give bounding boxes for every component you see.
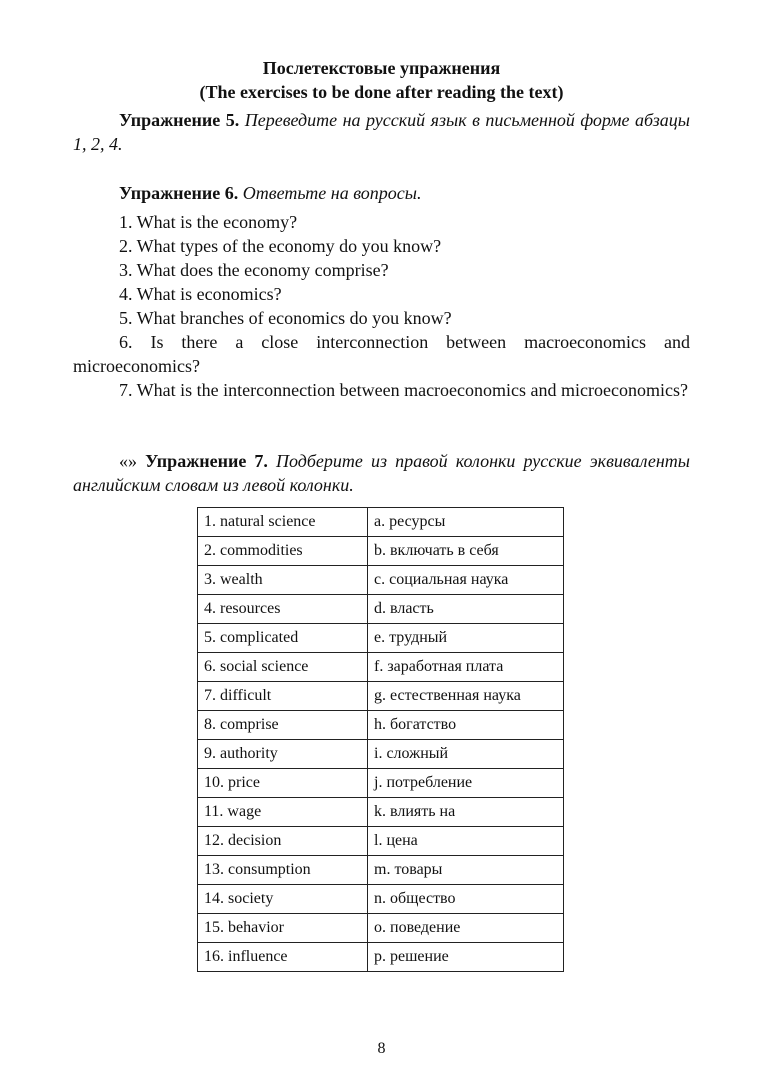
table-row <box>198 653 564 682</box>
title-line-1: Послетекстовые упражнения <box>262 58 501 78</box>
english-term-cell: 1. natural science <box>198 508 368 537</box>
question: 2. What types of the economy do you know? <box>119 236 442 256</box>
vocabulary-table <box>197 507 564 972</box>
exercise-7 <box>73 449 690 497</box>
english-term-cell: 14. society <box>198 885 368 914</box>
russian-equivalent-cell: c. социальная наука <box>368 566 564 595</box>
russian-equivalent-cell: i. сложный <box>368 740 564 769</box>
russian-equivalent-cell: g. естественная наука <box>368 682 564 711</box>
table-row <box>198 827 564 856</box>
english-term-cell: 13. consumption <box>198 856 368 885</box>
exercise-7-label: Упражнение 7. <box>145 451 268 471</box>
russian-equivalent-cell: b. включать в себя <box>368 537 564 566</box>
table-row <box>198 566 564 595</box>
english-term-cell: 5. complicated <box>198 624 368 653</box>
exercise-7-marker: «» <box>119 451 137 471</box>
english-term-cell: 7. difficult <box>198 682 368 711</box>
english-term-cell: 4. resources <box>198 595 368 624</box>
question: 6. Is there a close interconnection between macroeconomics and microeconomics? <box>73 332 690 376</box>
russian-equivalent-cell: o. поведение <box>368 914 564 943</box>
table-row <box>198 624 564 653</box>
russian-equivalent-cell: n. общество <box>368 885 564 914</box>
page-number: 8 <box>377 1040 386 1057</box>
russian-equivalent-cell: k. влиять на <box>368 798 564 827</box>
table-row <box>198 711 564 740</box>
question: 3. What does the economy comprise? <box>119 260 389 280</box>
russian-equivalent-cell: e. трудный <box>368 624 564 653</box>
table-row <box>198 595 564 624</box>
table-row <box>198 537 564 566</box>
exercise-6-text: Ответьте на вопросы. <box>242 183 422 203</box>
question: 1. What is the economy? <box>119 212 298 232</box>
russian-equivalent-cell: f. заработная плата <box>368 653 564 682</box>
table-row <box>198 914 564 943</box>
table-row <box>198 856 564 885</box>
russian-equivalent-cell: l. цена <box>368 827 564 856</box>
english-term-cell: 9. authority <box>198 740 368 769</box>
question: 7. What is the interconnection between macroeconomics and microeconomics? <box>119 380 688 400</box>
russian-equivalent-cell: d. власть <box>368 595 564 624</box>
table-row <box>198 740 564 769</box>
table-row <box>198 885 564 914</box>
russian-equivalent-cell: p. решение <box>368 943 564 972</box>
russian-equivalent-cell: a. ресурсы <box>368 508 564 537</box>
english-term-cell: 15. behavior <box>198 914 368 943</box>
exercise-6-label: Упражнение 6. <box>119 183 239 203</box>
english-term-cell: 3. wealth <box>198 566 368 595</box>
english-term-cell: 16. influence <box>198 943 368 972</box>
english-term-cell: 8. comprise <box>198 711 368 740</box>
title-line-2: (The exercises to be done after reading the text) <box>199 82 564 102</box>
english-term-cell: 6. social science <box>198 653 368 682</box>
question: 5. What branches of economics do you know? <box>119 308 452 328</box>
exercise-6-questions <box>73 210 690 402</box>
english-term-cell: 10. price <box>198 769 368 798</box>
exercise-5-label: Упражнение 5. <box>119 110 240 130</box>
question: 4. What is economics? <box>119 284 282 304</box>
exercise-5-text: Переведите на русский язык в письменной форме абзацы 1, 2, 4. <box>73 110 690 154</box>
english-term-cell: 2. commodities <box>198 537 368 566</box>
exercise-7-text: Подберите из правой колонки русские эквиваленты английским словам из левой колонки. <box>73 451 690 495</box>
section-title <box>73 56 690 104</box>
exercise-6 <box>73 181 690 205</box>
table-row <box>198 508 564 537</box>
english-term-cell: 12. decision <box>198 827 368 856</box>
russian-equivalent-cell: m. товары <box>368 856 564 885</box>
russian-equivalent-cell: j. потребление <box>368 769 564 798</box>
table-row <box>198 798 564 827</box>
russian-equivalent-cell: h. богатство <box>368 711 564 740</box>
table-row <box>198 943 564 972</box>
table-row <box>198 682 564 711</box>
table-row <box>198 769 564 798</box>
english-term-cell: 11. wage <box>198 798 368 827</box>
exercise-5 <box>73 108 690 156</box>
